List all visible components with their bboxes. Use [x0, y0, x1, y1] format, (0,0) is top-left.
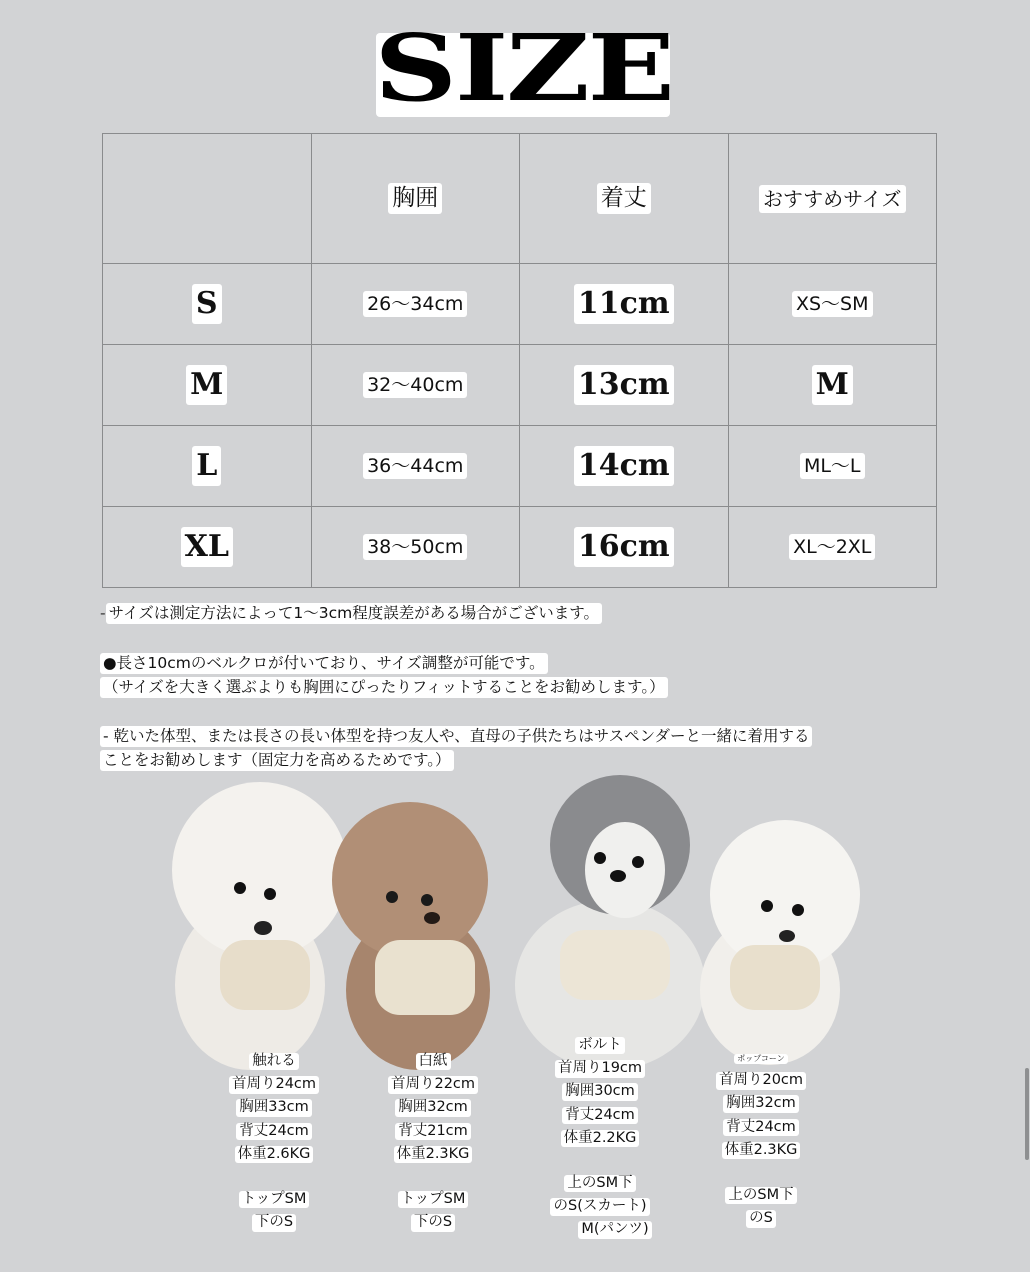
- recommended-cell: M: [728, 345, 937, 426]
- dog-caption-4: ポップコーン 首周り20cm 胸囲32cm 背丈24cm 体重2.3KG 上のSM下 のS: [706, 1046, 816, 1230]
- length-cell: 13cm: [520, 345, 729, 426]
- header-cell-empty: [103, 134, 312, 264]
- dog-caption-3: ボルト 首周り19cm 胸囲30cm 背丈24cm 体重2.2KG 上のSM下 のS(スカート) M(パンツ): [540, 1034, 660, 1242]
- dog-caption-2: 白紙 首周り22cm 胸囲32cm 背丈21cm 体重2.3KG トップSM 下のS: [385, 1050, 481, 1234]
- logo-text: SIZE: [373, 14, 673, 122]
- chest-cell: 26〜34cm: [311, 264, 520, 345]
- chest-cell: 36〜44cm: [311, 426, 520, 507]
- dog-caption-1: 触れる 首周り24cm 胸囲33cm 背丈24cm 体重2.6KG トップSM 下のS: [226, 1050, 322, 1234]
- recommended-cell: XL〜2XL: [728, 507, 937, 588]
- table-row: [103, 507, 937, 588]
- size-logo: [373, 14, 673, 122]
- length-cell: 14cm: [520, 426, 729, 507]
- chest-cell: 32〜40cm: [311, 345, 520, 426]
- table-row: [103, 426, 937, 507]
- header-cell-chest: 胸囲: [311, 134, 520, 264]
- dog-brown-photo: [332, 802, 490, 1070]
- chest-cell: 38〜50cm: [311, 507, 520, 588]
- note-measurement-error: - サイズは測定方法によって1〜3cm程度誤差がある場合がございます。: [100, 601, 602, 625]
- size-table: [102, 133, 937, 588]
- dog-white-photo: [172, 782, 348, 1070]
- dog-popcorn-photo: [700, 820, 860, 1065]
- header-cell-recommended: おすすめサイズ: [728, 134, 937, 264]
- table-row: [103, 264, 937, 345]
- scrollbar[interactable]: [1025, 1068, 1029, 1160]
- dogs-photo: [170, 770, 870, 1070]
- size-cell: S: [103, 264, 312, 345]
- size-cell: XL: [103, 507, 312, 588]
- recommended-cell: XS〜SM: [728, 264, 937, 345]
- table-row: [103, 345, 937, 426]
- size-cell: L: [103, 426, 312, 507]
- recommended-cell: ML〜L: [728, 426, 937, 507]
- header-cell-length: 着丈: [520, 134, 729, 264]
- size-cell: M: [103, 345, 312, 426]
- dog-grey-photo: [515, 775, 705, 1070]
- length-cell: 11cm: [520, 264, 729, 345]
- note-suspenders: - 乾いた体型、または長さの長い体型を持つ友人や、直母の子供たちはサスペンダーと一緒に着用する ことをお勧めします（固定力を高めるためです。）: [100, 724, 812, 772]
- length-cell: 16cm: [520, 507, 729, 588]
- table-header-row: [103, 134, 937, 264]
- note-velcro: ●長さ10cmのベルクロが付いており、サイズ調整が可能です。 （サイズを大きく選ぶよりも胸囲にぴったりフィットすることをお勧めします。）: [100, 651, 668, 699]
